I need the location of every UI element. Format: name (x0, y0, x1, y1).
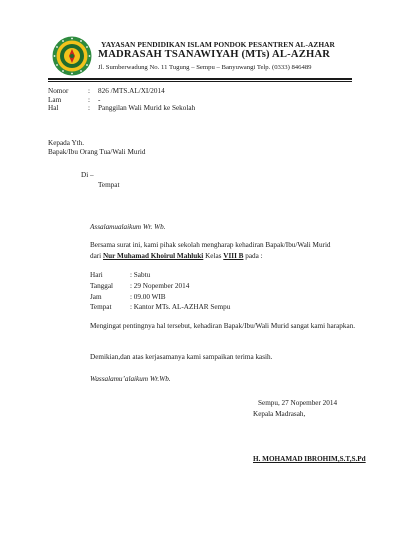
foundation-name: YAYASAN PENDIDIKAN ISLAM PONDOK PESANTREN AL-AZHAR (101, 40, 335, 49)
schedule-row-day (90, 271, 150, 279)
schedule-value: : 29 Nopember 2014 (130, 282, 190, 290)
intro-mid: Kelas (205, 252, 222, 260)
student-class: VIII B (223, 252, 244, 260)
meta-label: Nomor (48, 87, 69, 95)
meta-label: Lam (48, 96, 62, 104)
intro-suffix: pada : (245, 252, 263, 260)
meta-label: Hal (48, 104, 59, 112)
school-logo-icon (52, 36, 92, 76)
schedule-label: Hari (90, 271, 103, 279)
closing-salutation: Wassalamu’alaikum Wr.Wb. (90, 375, 171, 383)
thanks-paragraph: Demikian,dan atas kerjasamanya kami sampaikan terima kasih. (90, 353, 273, 361)
schedule-label: Tanggal (90, 282, 114, 290)
signature-title: Kepala Madrasah, (253, 410, 306, 418)
schedule-label: Jam (90, 293, 102, 301)
recipient-line-2: Bapak/Ibu Orang Tua/Wali Murid (48, 148, 146, 156)
schedule-label: Tempat (90, 303, 112, 311)
meta-row-number: Nomor : 826 /MTS.AL/XI/2014 (48, 87, 165, 95)
student-name: Nur Muhamad Khoirul Mahluki (102, 252, 204, 260)
schedule-value: : Kantor MTs. AL-AZHAR Sempu (130, 303, 231, 311)
schedule-row-time (90, 293, 166, 301)
meta-value: - (98, 96, 101, 104)
intro-line-1: Bersama surat ini, kami pihak sekolah mengharap kehadiran Bapak/Ibu/Wali Murid (90, 241, 331, 249)
recipient-line-1: Kepada Yth. (48, 139, 85, 147)
recipient-place: Tempat (98, 181, 120, 189)
meta-row-attachment: Lam : - (48, 96, 101, 104)
meta-value: 826 /MTS.AL/XI/2014 (98, 87, 165, 95)
meta-row-subject: Hal : Panggilan Wali Murid ke Sekolah (48, 104, 196, 112)
school-name: MADRASAH TSANAWIYAH (MTs) AL-AZHAR (98, 49, 331, 60)
recipient-di: Di – (81, 171, 94, 179)
meta-value: Panggilan Wali Murid ke Sekolah (98, 104, 196, 112)
greeting: Assalamualaikum Wr. Wb. (90, 223, 166, 231)
schedule-value: : 09.00 WIB (130, 293, 166, 301)
schedule-row-place (90, 303, 230, 311)
letterhead-divider-thick (48, 78, 352, 80)
intro-prefix: dari (90, 252, 102, 260)
schedule-value: : Sabtu (130, 271, 151, 279)
schedule-row-date (90, 282, 189, 290)
letterhead-divider-thin (48, 81, 352, 82)
signature-place-date: Sempu, 27 Nopember 2014 (258, 399, 338, 407)
intro-line-2 (90, 252, 263, 260)
signatory-name: H. MOHAMAD IBROHIM,S.T,S.Pd (253, 455, 366, 463)
importance-paragraph: Mengingat pentingnya hal tersebut, kehadiran Bapak/Ibu/Wali Murid sangat kami harapkan. (90, 322, 356, 330)
school-address: Jl. Sumberwadung No. 11 Tugung – Sempu – Banyuwangi Telp. (0333) 846489 (98, 64, 312, 71)
